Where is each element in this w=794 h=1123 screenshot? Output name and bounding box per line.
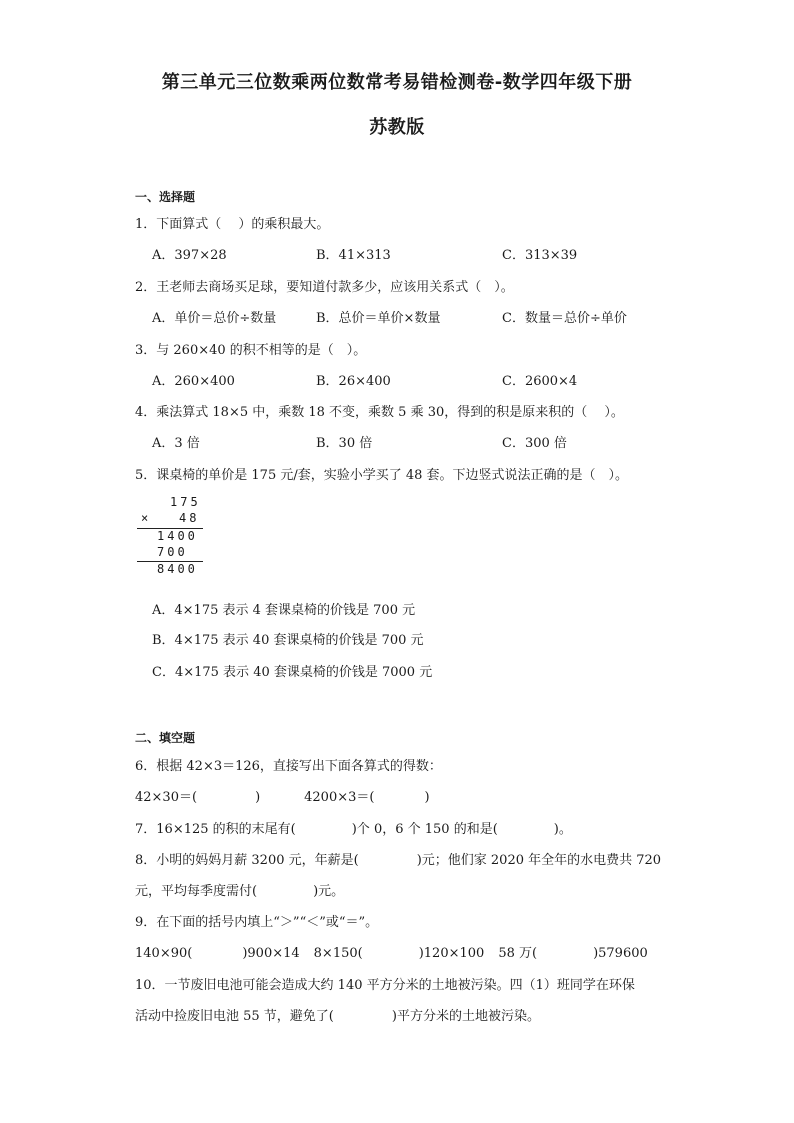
q4-option-a: A．3 倍 [152,436,200,451]
calc-multiplier: 48 [179,511,200,525]
calc-times-sign: × [141,511,149,525]
q6-expression-1: 42×30＝( [135,790,198,805]
question-4: 4．乘法算式 18×5 中，乘数 18 不变，乘数 5 乘 30，得到的积是原来积的（ ）。 [135,405,624,420]
q7-text-1: 7．16×125 的积的末尾有( [135,822,296,837]
q4-option-c: C．300 倍 [502,436,567,451]
q3-option-b: B．26×400 [316,374,391,389]
question-8-line-2 [135,880,344,899]
q3-option-c: C．2600×4 [502,374,578,389]
q6-expression-2: 4200×3＝( [304,790,375,805]
q8-text-2: )元；他们家 2020 年全年的水电费共 720 [416,853,662,868]
calc-multiplicand: 175 [170,495,201,509]
q3-option-a: A．260×400 [152,374,235,389]
question-9: 9．在下面的括号内填上“＞”“＜”或“＝”。 [135,915,379,930]
q10-text-2: )平方分米的土地被污染。 [391,1009,540,1024]
q1-option-b: B．41×313 [316,248,391,263]
page-title: 第三单元三位数乘两位数常考易错检测卷-数学四年级下册 [161,72,633,93]
q5-option-b: B．4×175 表示 40 套课桌椅的价钱是 700 元 [152,633,424,648]
q9-comparison-3-left: 58 万( [498,946,538,961]
q6-expressions [135,786,430,805]
q8-text-4: )元。 [313,884,345,899]
q6-expression-1-close: ) [255,790,261,805]
q5-option-c: C．4×175 表示 40 套课桌椅的价钱是 7000 元 [152,665,433,680]
question-2: 2．王老师去商场买足球，要知道付款多少，应该用关系式（ ）。 [135,280,514,295]
q6-expression-2-close: ) [424,790,430,805]
q10-text-1: 活动中捡废旧电池 55 节，避免了( [135,1009,334,1024]
q9-comparison-2-left: 8×150( [313,946,363,961]
q9-comparisons [135,942,648,961]
q9-comparison-1-right: )900×14 [242,946,300,961]
question-1: 1．下面算式（ ）的乘积最大。 [135,217,330,232]
question-7 [135,818,572,837]
q4-option-b: B．30 倍 [316,436,373,451]
q2-option-c: C．数量＝总价÷单价 [502,311,627,326]
page-subtitle: 苏教版 [369,117,425,138]
q7-text-2: )个 0，6 个 150 的和是( [351,822,498,837]
question-8-line-1 [135,849,661,868]
q7-text-3: )。 [553,822,572,837]
q8-text-1: 8．小明的妈妈月薪 3200 元，年薪是( [135,853,359,868]
q9-comparison-2-right: )120×100 [418,946,485,961]
question-10-line-1: 10．一节废旧电池可能会造成大约 140 平方分米的土地被污染。四（1）班同学在环保 [135,978,635,993]
calc-product: 8400 [157,562,198,576]
q2-option-b: B．总价＝单价×数量 [316,311,441,326]
calc-partial-2: 700 [157,545,188,559]
q8-text-3: 元，平均每季度需付( [135,884,258,899]
question-6: 6．根据 42×3＝126，直接写出下面各算式的得数： [135,759,442,774]
q5-option-a: A．4×175 表示 4 套课桌椅的价钱是 700 元 [152,603,416,618]
question-3: 3．与 260×40 的积不相等的是（ ）。 [135,343,367,358]
q2-option-a: A．单价＝总价÷数量 [152,311,277,326]
question-5: 5．课桌椅的单价是 175 元/套，实验小学买了 48 套。下边竖式说法正确的是（ ）。 [135,468,629,483]
q9-comparison-1-left: 140×90( [135,946,193,961]
question-10-line-2 [135,1005,540,1024]
section-heading-choice: 一、选择题 [135,190,196,204]
q9-comparison-3-right: )579600 [593,946,648,961]
section-heading-fill: 二、填空题 [135,731,196,745]
q1-option-a: A．397×28 [152,248,227,263]
calc-partial-1: 1400 [157,529,198,543]
q1-option-c: C．313×39 [502,248,578,263]
